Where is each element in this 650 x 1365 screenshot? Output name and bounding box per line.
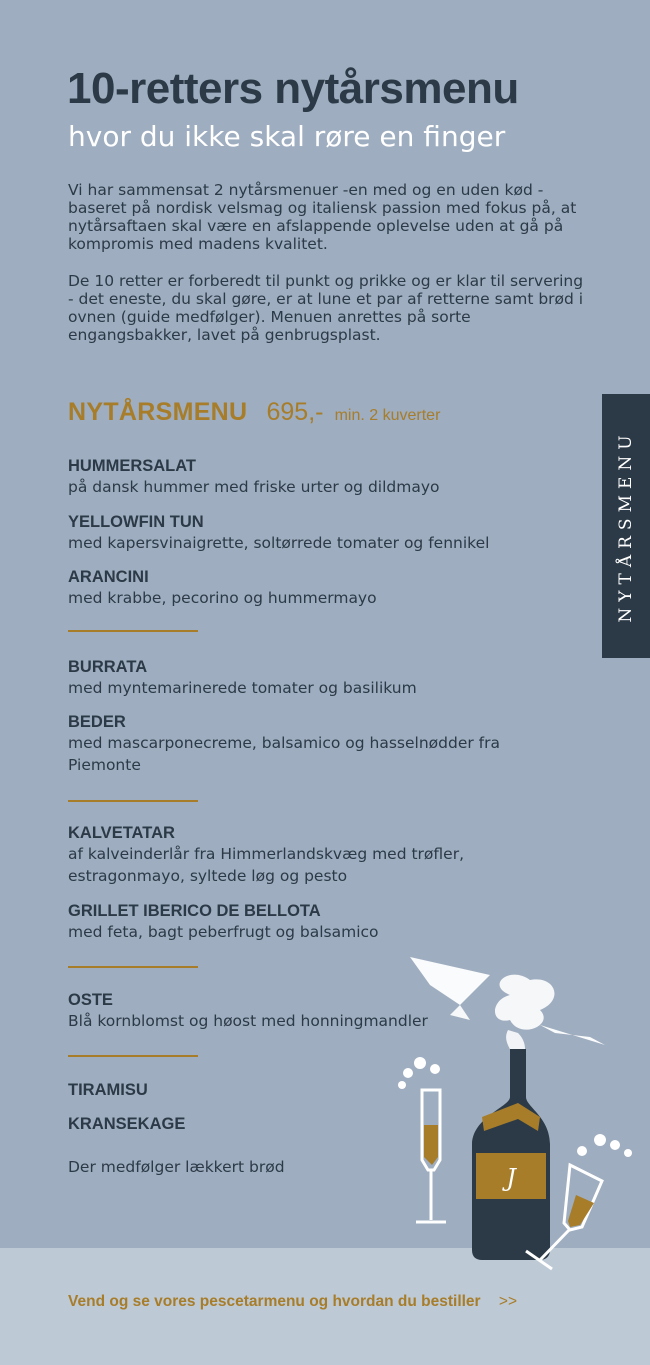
dish-name: KALVETATAR — [68, 824, 175, 842]
footer-link[interactable] — [68, 1293, 517, 1311]
dish-name: OSTE — [68, 991, 113, 1009]
champagne-illustration — [390, 945, 650, 1275]
dish-description: af kalveinderlår fra Himmerlandskvæg med trøfler, estragonmayo, syltede løg og pesto — [68, 845, 465, 885]
dish-description: med mascarponecreme, balsamico og hasselnødder fra Piemonte — [68, 734, 500, 774]
menu-price: 695,- — [266, 398, 324, 426]
dish-name: YELLOWFIN TUN — [68, 513, 204, 531]
menu-note: min. 2 kuverter — [334, 407, 441, 424]
dish-description: med feta, bagt peberfrugt og balsamico — [68, 923, 379, 941]
double-chevron-right-icon: >> — [498, 1293, 518, 1310]
side-tab-label: NYTÅRSMENU — [616, 429, 636, 623]
page-subtitle: hvor du ikke skal røre en finger — [68, 120, 506, 153]
dish-description: med kapersvinaigrette, soltørrede tomater og fennikel — [68, 534, 490, 552]
dish-item — [68, 456, 528, 498]
intro-paragraph-2: De 10 retter er forberedt til punkt og prikke og er klar til servering - det eneste, du skal gøre, er at lune et par af retterne samt brød i ovnen (guide medfølger). Menuen anrettes på sorte engangsbakker, lavet på genbrugsplast. — [68, 272, 584, 344]
dish-description: med krabbe, pecorino og hummermayo — [68, 589, 377, 607]
dish-item — [68, 657, 528, 699]
section-divider — [68, 1055, 198, 1057]
dish-name: BEDER — [68, 713, 126, 731]
champagne-bottle-icon — [472, 1049, 550, 1260]
dish-item — [68, 712, 508, 776]
dish-name: TIRAMISU — [68, 1081, 148, 1099]
section-divider — [68, 966, 198, 968]
champagne-glass-left-icon — [416, 1090, 446, 1222]
dish-item — [68, 823, 508, 887]
dish-description: med myntemarinerede tomater og basilikum — [68, 679, 417, 697]
section-divider — [68, 800, 198, 802]
dish-description: på dansk hummer med friske urter og dildmayo — [68, 478, 440, 496]
dish-name: BURRATA — [68, 658, 148, 676]
page-title: 10-retters nytårsmenu — [67, 64, 519, 113]
bread-note: Der medfølger lækkert brød — [68, 1158, 285, 1176]
dish-name: HUMMERSALAT — [68, 457, 197, 475]
dish-name: ARANCINI — [68, 568, 149, 586]
dish-name: GRILLET IBERICO DE BELLOTA — [68, 902, 321, 920]
section-divider — [68, 630, 198, 632]
dish-item — [68, 567, 528, 609]
menu-name: NYTÅRSMENU — [68, 398, 248, 426]
dish-item — [68, 512, 528, 554]
dish-description: Blå kornblomst og høost med honningmandler — [68, 1012, 428, 1030]
dish-item — [68, 901, 528, 943]
intro-paragraph-1: Vi har sammensat 2 nytårsmenuer -en med og en uden kød -baseret på nordisk velsmag og italiensk passion med fokus på, at nytårsaftaen skal være en afslappende oplevelse uden at gå på kompromis med madens kvalitet. — [68, 181, 577, 253]
dish-name: KRANSEKAGE — [68, 1115, 186, 1133]
bottle-label: J — [506, 1164, 516, 1192]
menu-heading — [68, 398, 440, 427]
footer-link-text: Vend og se vores pescetarmenu og hvordan du bestiller — [68, 1293, 481, 1310]
side-tab — [602, 394, 650, 658]
